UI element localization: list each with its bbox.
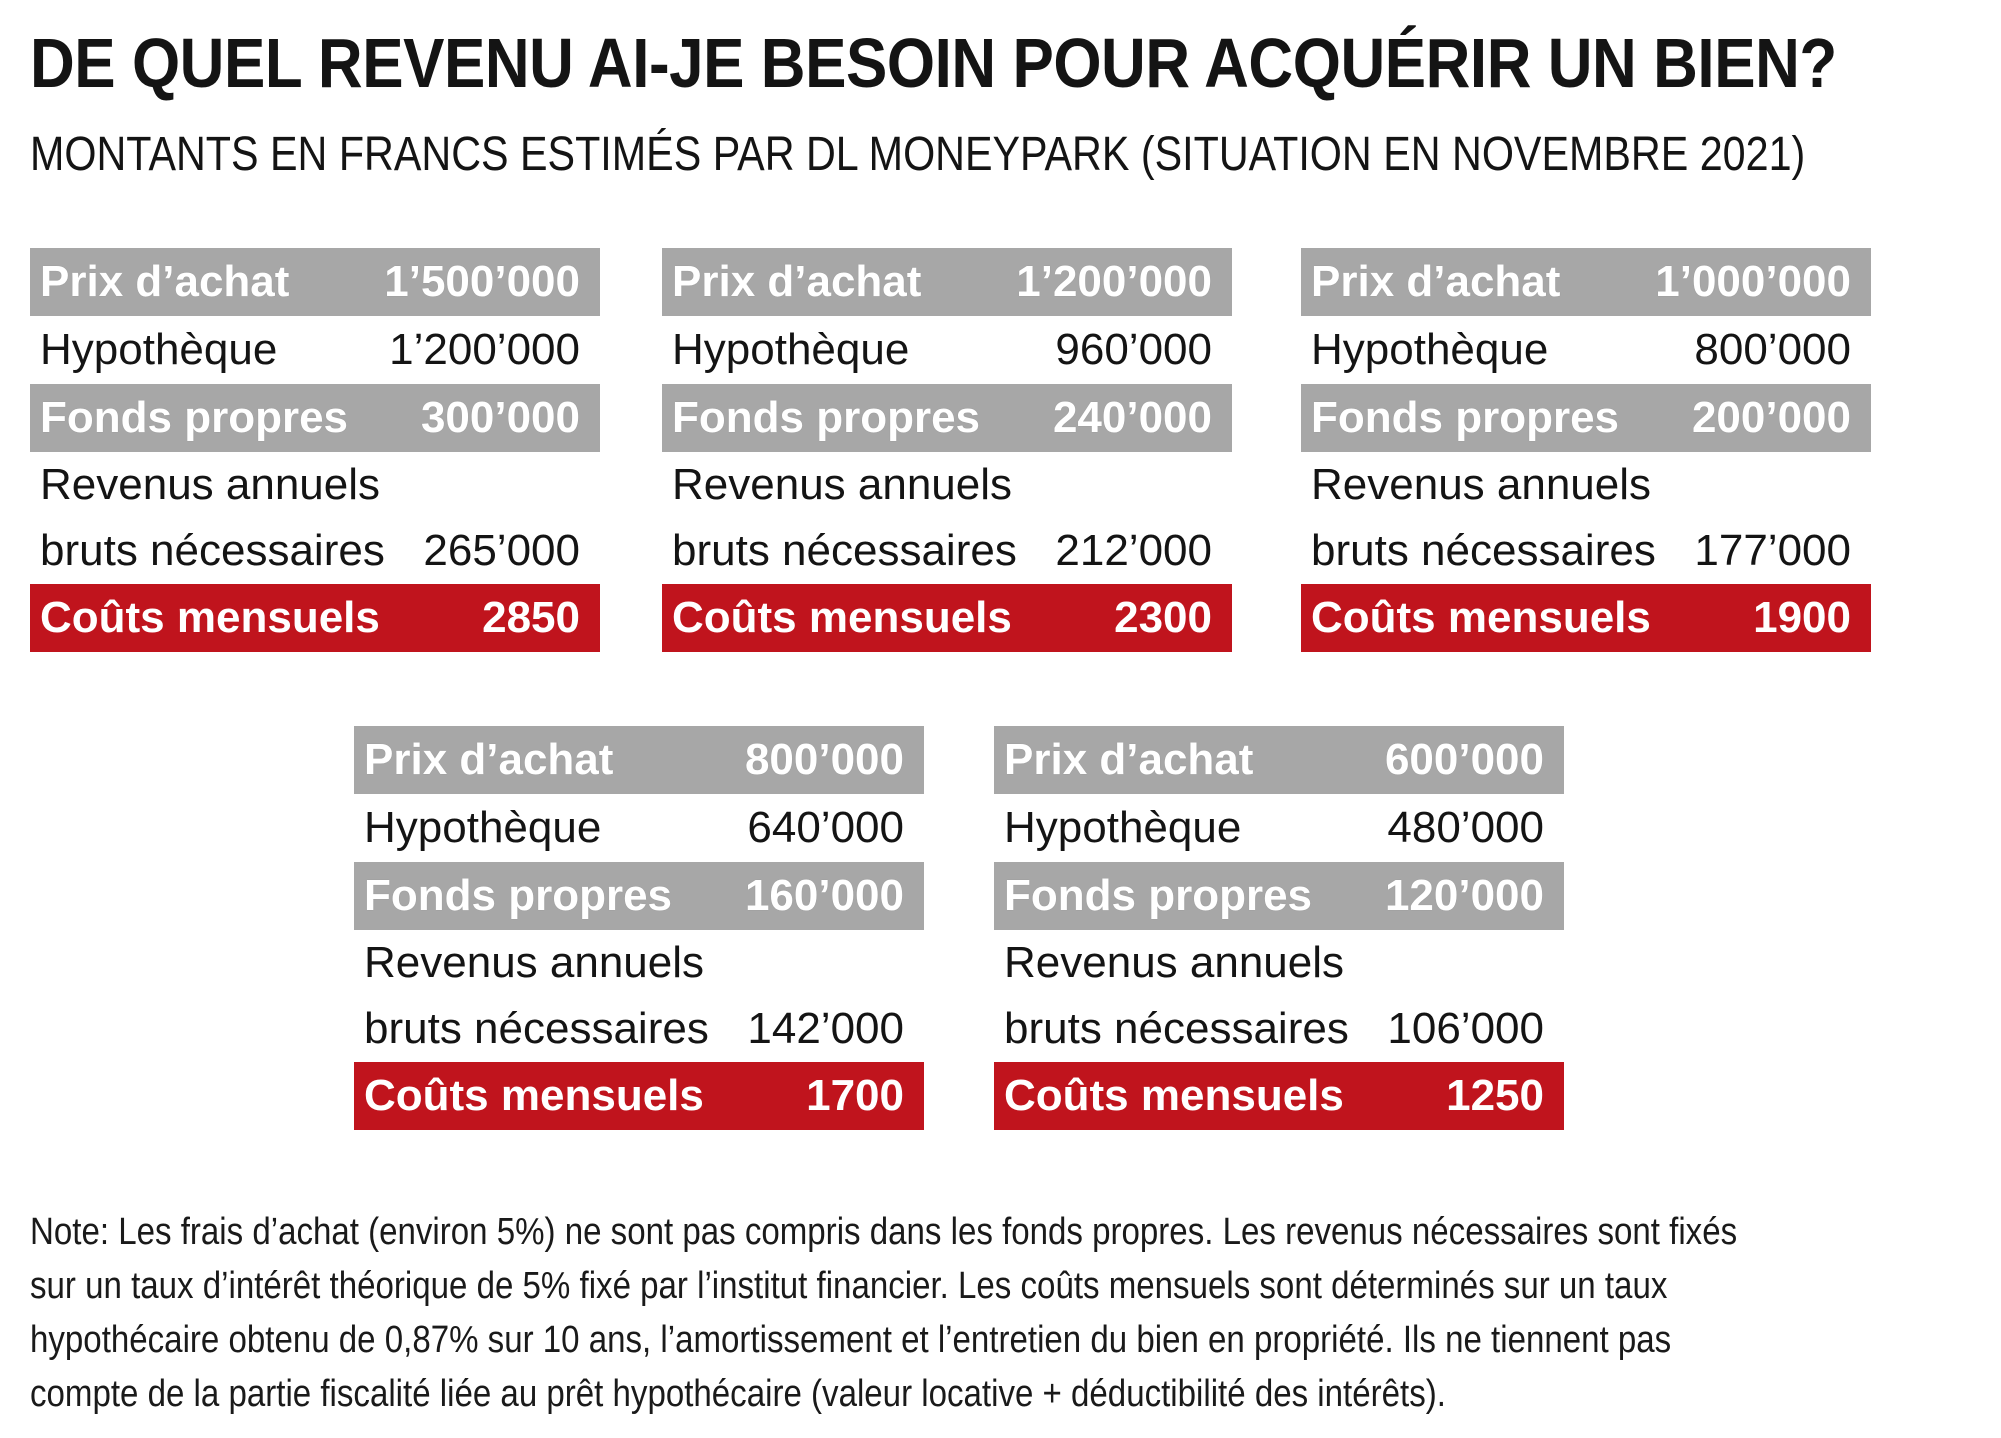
price-card (662, 248, 1232, 652)
income-label-line1: Revenus annuels (1004, 938, 1345, 987)
income-value: 177’000 (1694, 526, 1851, 575)
purchase-price-value: 1’000’000 (1655, 257, 1851, 306)
income-row-line1 (1301, 452, 1871, 518)
monthly-cost-label: Coûts mensuels (40, 593, 380, 642)
mortgage-label: Hypothèque (1311, 325, 1549, 374)
monthly-cost-value: 1900 (1753, 593, 1851, 642)
page-subtitle: MONTANTS EN FRANCS ESTIMÉS PAR DL MONEYPARK (SITUATION EN NOVEMBRE 2021) (30, 128, 1806, 181)
income-row-line2 (354, 996, 924, 1062)
mortgage-row (30, 316, 600, 384)
mortgage-row (1301, 316, 1871, 384)
mortgage-label: Hypothèque (1004, 803, 1242, 852)
monthly-cost-value: 1700 (806, 1071, 904, 1120)
income-row-line2 (662, 518, 1232, 584)
equity-row (994, 862, 1564, 930)
price-card (994, 726, 1564, 1130)
monthly-cost-row (994, 1062, 1564, 1130)
mortgage-value: 480’000 (1387, 803, 1544, 852)
purchase-price-value: 1’200’000 (1016, 257, 1212, 306)
purchase-price-row (662, 248, 1232, 316)
income-row-line2 (1301, 518, 1871, 584)
monthly-cost-label: Coûts mensuels (1004, 1071, 1344, 1120)
monthly-cost-label: Coûts mensuels (364, 1071, 704, 1120)
income-value: 142’000 (747, 1004, 904, 1053)
equity-label: Fonds propres (1004, 871, 1313, 920)
income-value: 106’000 (1387, 1004, 1544, 1053)
equity-value: 300’000 (420, 393, 580, 442)
footnote (30, 1205, 1930, 1421)
monthly-cost-row (30, 584, 600, 652)
purchase-price-row (994, 726, 1564, 794)
income-row-line1 (354, 930, 924, 996)
monthly-cost-label: Coûts mensuels (672, 593, 1012, 642)
purchase-price-label: Prix d’achat (1311, 257, 1561, 306)
equity-row (1301, 384, 1871, 452)
mortgage-label: Hypothèque (364, 803, 602, 852)
purchase-price-row (354, 726, 924, 794)
income-label-line1: Revenus annuels (40, 460, 381, 509)
price-card (354, 726, 924, 1130)
income-row-line1 (994, 930, 1564, 996)
income-label-line1: Revenus annuels (1311, 460, 1652, 509)
income-row-line1 (662, 452, 1232, 518)
mortgage-value: 1’200’000 (389, 325, 580, 374)
equity-value: 240’000 (1052, 393, 1212, 442)
equity-label: Fonds propres (364, 871, 673, 920)
income-value: 212’000 (1055, 526, 1212, 575)
purchase-price-label: Prix d’achat (40, 257, 290, 306)
monthly-cost-row (1301, 584, 1871, 652)
mortgage-value: 960’000 (1055, 325, 1212, 374)
monthly-cost-value: 2850 (482, 593, 580, 642)
mortgage-value: 640’000 (747, 803, 904, 852)
income-label-line2: bruts nécessaires (1311, 526, 1656, 575)
income-label-line2: bruts nécessaires (672, 526, 1017, 575)
purchase-price-label: Prix d’achat (1004, 735, 1254, 784)
income-label-line1: Revenus annuels (364, 938, 705, 987)
monthly-cost-row (354, 1062, 924, 1130)
income-label-line1: Revenus annuels (672, 460, 1013, 509)
equity-value: 120’000 (1384, 871, 1544, 920)
mortgage-label: Hypothèque (672, 325, 910, 374)
mortgage-label: Hypothèque (40, 325, 278, 374)
equity-row (354, 862, 924, 930)
purchase-price-value: 800’000 (744, 735, 904, 784)
income-value: 265’000 (423, 526, 580, 575)
monthly-cost-value: 2300 (1114, 593, 1212, 642)
monthly-cost-label: Coûts mensuels (1311, 593, 1651, 642)
footnote-line: hypothécaire obtenu de 0,87% sur 10 ans, l’amortissement et l’entretien du bien en propriété. Ils ne tiennent pas (30, 1319, 1672, 1361)
mortgage-row (994, 794, 1564, 862)
equity-row (30, 384, 600, 452)
income-label-line2: bruts nécessaires (40, 526, 385, 575)
purchase-price-value: 1’500’000 (384, 257, 580, 306)
purchase-price-label: Prix d’achat (364, 735, 614, 784)
price-card (1301, 248, 1871, 652)
purchase-price-row (1301, 248, 1871, 316)
price-card (30, 248, 600, 652)
equity-label: Fonds propres (40, 393, 349, 442)
footnote-line: sur un taux d’intérêt théorique de 5% fixé par l’institut financier. Les coûts mensuels sont déterminés sur un taux (30, 1265, 1668, 1307)
income-label-line2: bruts nécessaires (1004, 1004, 1349, 1053)
footnote-line: compte de la partie fiscalité liée au prêt hypothécaire (valeur locative + déductibilité des intérêts). (30, 1373, 1446, 1415)
mortgage-row (354, 794, 924, 862)
page-title: DE QUEL REVENU AI-JE BESOIN POUR ACQUÉRIR UN BIEN? (30, 24, 1837, 102)
equity-label: Fonds propres (672, 393, 981, 442)
income-label-line2: bruts nécessaires (364, 1004, 709, 1053)
purchase-price-value: 600’000 (1384, 735, 1544, 784)
footnote-line: Note: Les frais d’achat (environ 5%) ne sont pas compris dans les fonds propres. Les revenus nécessaires sont fixés (30, 1211, 1738, 1253)
monthly-cost-value: 1250 (1446, 1071, 1544, 1120)
mortgage-value: 800’000 (1694, 325, 1851, 374)
income-row-line2 (30, 518, 600, 584)
purchase-price-row (30, 248, 600, 316)
equity-value: 200’000 (1691, 393, 1851, 442)
equity-value: 160’000 (744, 871, 904, 920)
purchase-price-label: Prix d’achat (672, 257, 922, 306)
monthly-cost-row (662, 584, 1232, 652)
mortgage-row (662, 316, 1232, 384)
equity-label: Fonds propres (1311, 393, 1620, 442)
income-row-line2 (994, 996, 1564, 1062)
income-row-line1 (30, 452, 600, 518)
equity-row (662, 384, 1232, 452)
